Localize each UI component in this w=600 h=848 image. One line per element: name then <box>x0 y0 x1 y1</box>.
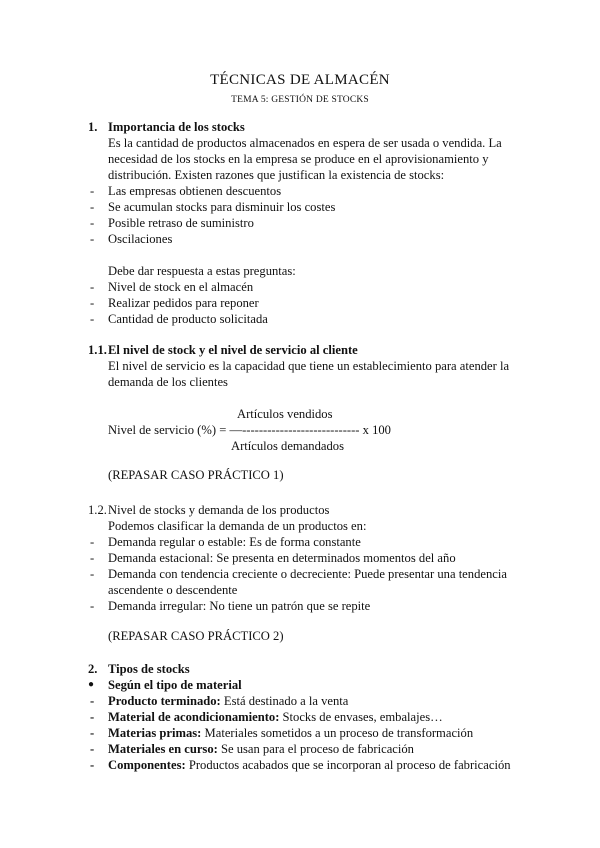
section-1-1-paragraph-line: demanda de los clientes <box>108 375 228 389</box>
demand-item: Demanda con tendencia creciente o decreciente: Puede presentar una tendencia <box>108 567 507 581</box>
list-dash: - <box>90 726 95 740</box>
section-1-number: 1. <box>88 120 98 134</box>
stock-type-item <box>108 709 443 725</box>
section-1-heading: Importancia de los stocks <box>108 120 245 134</box>
stock-type-term: Producto terminado: <box>108 694 221 708</box>
section-1-2-number: 1.2. <box>88 503 107 517</box>
section-1-paragraph-line: distribución. Existen razones que justifican la existencia de stocks: <box>108 168 445 182</box>
list-dash: - <box>90 599 95 613</box>
section-2-heading: Tipos de stocks <box>108 662 190 676</box>
stock-type-item <box>108 757 511 773</box>
list-dash: - <box>90 710 95 724</box>
list-dash: - <box>90 742 95 756</box>
demand-item: Demanda irregular: No tiene un patrón que se repite <box>108 599 371 613</box>
list-dash: - <box>90 184 95 198</box>
section-1-paragraph-line: necesidad de los stocks en la empresa se produce en el aprovisionamiento y <box>108 152 489 166</box>
list-dash: - <box>90 280 95 294</box>
list-dash: - <box>90 232 95 246</box>
stock-type-term: Componentes: <box>108 758 186 772</box>
demand-item-continuation: ascendente o descendente <box>108 583 238 597</box>
demand-item: Demanda estacional: Se presenta en determinados momentos del año <box>108 551 456 565</box>
stock-type-term: Materias primas: <box>108 726 202 740</box>
questions-intro: Debe dar respuesta a estas preguntas: <box>108 264 296 278</box>
section-1-2-intro: Podemos clasificar la demanda de un productos en: <box>108 519 367 533</box>
stock-type-text: Está destinado a la venta <box>220 694 349 708</box>
section-1-1-number: 1.1. <box>88 343 107 357</box>
list-dash: - <box>90 200 95 214</box>
formula-lhs-text: Nivel de servicio (%) = <box>108 423 230 437</box>
stock-type-text: Productos acabados que se incorporan al proceso de fabricación <box>185 758 511 772</box>
subsection-heading: Según el tipo de material <box>108 678 242 692</box>
formula-numerator: Artículos vendidos <box>237 407 333 421</box>
list-dash: - <box>90 312 95 326</box>
list-dash: - <box>90 216 95 230</box>
stock-type-item <box>108 693 348 709</box>
section-1-1-heading: El nivel de stock y el nivel de servicio al cliente <box>108 343 358 357</box>
reason-item: Posible retraso de suministro <box>108 216 254 230</box>
stock-type-item <box>108 725 473 741</box>
section-1-2-heading: Nivel de stocks y demanda de los productos <box>108 503 330 517</box>
case-study-note: (REPASAR CASO PRÁCTICO 2) <box>108 629 284 643</box>
section-1-1-paragraph-line: El nivel de servicio es la capacidad que tiene un establecimiento para atender la <box>108 359 510 373</box>
reason-item: Las empresas obtienen descuentos <box>108 184 282 198</box>
list-dash: - <box>90 567 95 581</box>
question-item: Cantidad de producto solicitada <box>108 312 268 326</box>
list-dash: - <box>90 551 95 565</box>
stock-type-text: Stocks de envases, embalajes… <box>279 710 443 724</box>
list-dash: - <box>90 758 95 772</box>
stock-type-text: Se usan para el proceso de fabricación <box>217 742 414 756</box>
list-dash: - <box>90 694 95 708</box>
question-item: Realizar pedidos para reponer <box>108 296 259 310</box>
bullet-icon: ● <box>88 679 95 690</box>
stock-type-term: Material de acondicionamiento: <box>108 710 280 724</box>
demand-item: Demanda regular o estable: Es de forma constante <box>108 535 361 549</box>
section-2-number: 2. <box>88 662 98 676</box>
list-dash: - <box>90 296 95 310</box>
list-dash: - <box>90 535 95 549</box>
formula-fraction-bar: —---------------------------- x 100 <box>229 423 391 437</box>
stock-type-term: Materiales en curso: <box>108 742 218 756</box>
case-study-note: (REPASAR CASO PRÁCTICO 1) <box>108 468 284 482</box>
question-item: Nivel de stock en el almacén <box>108 280 254 294</box>
reason-item: Se acumulan stocks para disminuir los costes <box>108 200 336 214</box>
stock-type-item <box>108 741 414 757</box>
formula-denominator: Artículos demandados <box>231 439 344 453</box>
reason-item: Oscilaciones <box>108 232 173 246</box>
stock-type-text: Materiales sometidos a un proceso de transformación <box>201 726 474 740</box>
formula-lhs <box>108 422 391 438</box>
document-title: TÉCNICAS DE ALMACÉN <box>210 72 390 88</box>
section-1-paragraph-line: Es la cantidad de productos almacenados en espera de ser usada o vendida. La <box>108 136 502 150</box>
document-subtitle: TEMA 5: GESTIÓN DE STOCKS <box>231 95 369 105</box>
